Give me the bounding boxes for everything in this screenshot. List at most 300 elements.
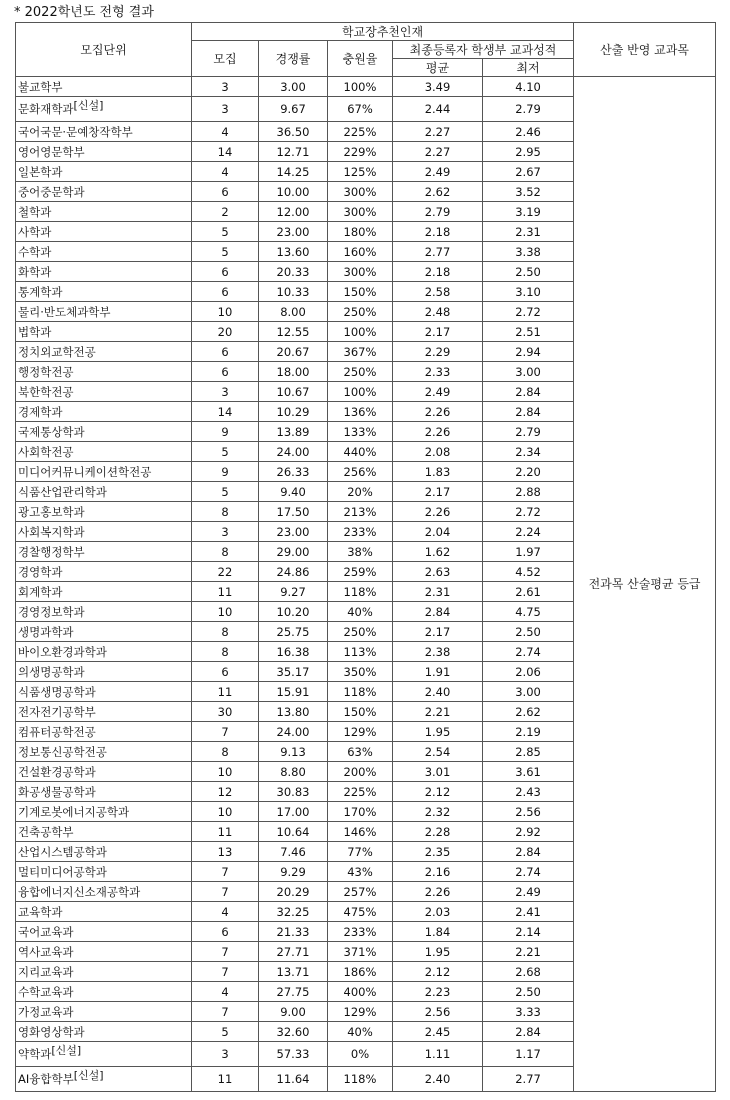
avg-grade-cell: 2.62 [393,182,483,202]
recruit-cell: 3 [192,77,259,97]
competition-cell: 9.67 [259,97,328,122]
recruit-cell: 6 [192,342,259,362]
fill-rate-cell: 233% [328,922,393,942]
avg-grade-cell: 2.17 [393,322,483,342]
competition-cell: 29.00 [259,542,328,562]
unit-name: 수학교육과 [18,984,74,999]
competition-cell: 9.00 [259,1002,328,1022]
new-department-tag: [신설] [73,99,104,112]
competition-cell: 27.75 [259,982,328,1002]
avg-grade-cell: 2.26 [393,882,483,902]
fill-rate-cell: 350% [328,662,393,682]
unit-name-cell [16,842,192,862]
fill-rate-cell: 300% [328,262,393,282]
avg-grade-cell: 2.27 [393,142,483,162]
recruit-cell: 8 [192,622,259,642]
competition-cell: 11.64 [259,1067,328,1092]
avg-grade-cell: 2.40 [393,1067,483,1092]
avg-grade-cell: 3.49 [393,77,483,97]
min-grade-cell: 2.79 [483,422,574,442]
competition-cell: 8.80 [259,762,328,782]
avg-grade-cell: 2.45 [393,1022,483,1042]
recruit-cell: 5 [192,1022,259,1042]
fill-rate-cell: 186% [328,962,393,982]
unit-name: 경제학과 [18,404,63,419]
competition-cell: 10.64 [259,822,328,842]
fill-rate-cell: 43% [328,862,393,882]
unit-name-cell [16,882,192,902]
min-grade-cell: 3.00 [483,362,574,382]
unit-name-cell [16,662,192,682]
min-grade-cell: 2.50 [483,982,574,1002]
fill-rate-cell: 40% [328,1022,393,1042]
min-grade-cell: 2.56 [483,802,574,822]
avg-grade-cell: 2.27 [393,122,483,142]
unit-name: 미디어커뮤니케이션학전공 [18,464,152,479]
unit-name: 수학과 [18,244,52,259]
recruit-cell: 4 [192,902,259,922]
recruit-cell: 10 [192,802,259,822]
fill-rate-cell: 100% [328,382,393,402]
unit-name: 화공생물공학과 [18,784,96,799]
min-grade-cell: 3.52 [483,182,574,202]
recruit-cell: 8 [192,542,259,562]
min-grade-cell: 2.92 [483,822,574,842]
recruit-cell: 2 [192,202,259,222]
competition-cell: 32.25 [259,902,328,922]
competition-cell: 13.60 [259,242,328,262]
recruit-cell: 12 [192,782,259,802]
fill-rate-cell: 180% [328,222,393,242]
competition-cell: 26.33 [259,462,328,482]
unit-name: 기계로봇에너지공학과 [18,804,130,819]
unit-name: 경찰행정학부 [18,544,85,559]
min-grade-cell: 3.19 [483,202,574,222]
avg-grade-cell: 1.84 [393,922,483,942]
min-grade-cell: 2.61 [483,582,574,602]
recruit-cell: 14 [192,402,259,422]
min-grade-cell: 2.84 [483,382,574,402]
unit-name-cell [16,222,192,242]
avg-grade-cell: 2.26 [393,502,483,522]
fill-rate-cell: 150% [328,702,393,722]
unit-name: 식품생명공학과 [18,684,96,699]
unit-name-cell [16,942,192,962]
min-grade-cell: 2.50 [483,622,574,642]
competition-cell: 13.71 [259,962,328,982]
header-min: 최저 [483,59,574,77]
competition-cell: 24.86 [259,562,328,582]
recruit-cell: 10 [192,302,259,322]
avg-grade-cell: 3.01 [393,762,483,782]
unit-name-cell [16,802,192,822]
avg-grade-cell: 2.32 [393,802,483,822]
unit-name-cell [16,602,192,622]
recruit-cell: 5 [192,482,259,502]
avg-grade-cell: 2.04 [393,522,483,542]
unit-name: 문화재학과 [18,102,74,116]
table-header [16,23,716,77]
unit-name: 회계학과 [18,584,63,599]
recruit-cell: 7 [192,1002,259,1022]
unit-name-cell [16,1022,192,1042]
avg-grade-cell: 2.28 [393,822,483,842]
avg-grade-cell: 2.40 [393,682,483,702]
recruit-cell: 6 [192,662,259,682]
fill-rate-cell: 0% [328,1042,393,1067]
unit-name-cell [16,242,192,262]
avg-grade-cell: 2.84 [393,602,483,622]
min-grade-cell: 2.84 [483,402,574,422]
fill-rate-cell: 113% [328,642,393,662]
unit-name-cell [16,342,192,362]
unit-name-cell [16,382,192,402]
avg-grade-cell: 2.29 [393,342,483,362]
competition-cell: 10.29 [259,402,328,422]
competition-cell: 21.33 [259,922,328,942]
header-competition: 경쟁률 [259,41,328,77]
unit-name-cell [16,862,192,882]
unit-name: 화학과 [18,264,52,279]
avg-grade-cell: 2.38 [393,642,483,662]
min-grade-cell: 2.84 [483,1022,574,1042]
min-grade-cell: 2.46 [483,122,574,142]
unit-name: 철학과 [18,204,52,219]
recruit-cell: 9 [192,462,259,482]
unit-name: 정보통신공학전공 [18,744,107,759]
fill-rate-cell: 118% [328,1067,393,1092]
min-grade-cell: 1.97 [483,542,574,562]
unit-name: 법학과 [18,324,52,339]
avg-grade-cell: 2.21 [393,702,483,722]
unit-name: 건축공학부 [18,824,74,839]
unit-name: 약학과 [18,1047,52,1061]
unit-name: 통계학과 [18,284,63,299]
min-grade-cell: 2.72 [483,302,574,322]
unit-name: 광고홍보학과 [18,504,85,519]
min-grade-cell: 2.68 [483,962,574,982]
unit-name-cell [16,122,192,142]
competition-cell: 10.20 [259,602,328,622]
avg-grade-cell: 2.03 [393,902,483,922]
unit-name: 컴퓨터공학전공 [18,724,96,739]
unit-name-cell [16,282,192,302]
unit-name: 행정학전공 [18,364,74,379]
competition-cell: 3.00 [259,77,328,97]
unit-name: 사회복지학과 [18,524,85,539]
unit-name: 산업시스템공학과 [18,844,107,859]
unit-name: 영화영상학과 [18,1024,85,1039]
fill-rate-cell: 250% [328,622,393,642]
avg-grade-cell: 2.12 [393,782,483,802]
unit-name-cell [16,762,192,782]
unit-name-cell [16,1002,192,1022]
competition-cell: 20.33 [259,262,328,282]
unit-name-cell [16,482,192,502]
recruit-cell: 22 [192,562,259,582]
header-subjects: 산출 반영 교과목 [574,23,716,77]
min-grade-cell: 3.00 [483,682,574,702]
recruit-cell: 11 [192,582,259,602]
subjects-cell: 전과목 산술평균 등급 [574,77,716,1092]
fill-rate-cell: 67% [328,97,393,122]
fill-rate-cell: 256% [328,462,393,482]
unit-name: 경영학과 [18,564,63,579]
fill-rate-cell: 100% [328,322,393,342]
fill-rate-cell: 150% [328,282,393,302]
table-body [16,77,716,1092]
unit-name-cell [16,782,192,802]
fill-rate-cell: 100% [328,77,393,97]
unit-name: 사학과 [18,224,52,239]
fill-rate-cell: 129% [328,722,393,742]
unit-name-cell [16,1042,192,1067]
competition-cell: 9.13 [259,742,328,762]
competition-cell: 36.50 [259,122,328,142]
unit-name: 멀티미디어공학과 [18,864,107,879]
header-unit: 모집단위 [16,23,192,77]
min-grade-cell: 2.67 [483,162,574,182]
unit-name-cell [16,462,192,482]
avg-grade-cell: 1.95 [393,722,483,742]
unit-name-cell [16,922,192,942]
unit-name: 바이오환경과학과 [18,644,107,659]
header-grades-group: 최종등록자 학생부 교과성적 [393,41,574,59]
fill-rate-cell: 160% [328,242,393,262]
avg-grade-cell: 2.31 [393,582,483,602]
recruit-cell: 9 [192,422,259,442]
competition-cell: 12.00 [259,202,328,222]
avg-grade-cell: 2.44 [393,97,483,122]
fill-rate-cell: 300% [328,182,393,202]
min-grade-cell: 3.10 [483,282,574,302]
unit-name: 불교학부 [18,79,63,94]
unit-name: 북한학전공 [18,384,74,399]
fill-rate-cell: 257% [328,882,393,902]
unit-name-cell [16,962,192,982]
min-grade-cell: 2.21 [483,942,574,962]
recruit-cell: 3 [192,382,259,402]
recruit-cell: 7 [192,962,259,982]
unit-name-cell [16,742,192,762]
unit-name: AI융합학부 [18,1072,74,1086]
fill-rate-cell: 133% [328,422,393,442]
fill-rate-cell: 250% [328,362,393,382]
fill-rate-cell: 200% [328,762,393,782]
min-grade-cell: 2.77 [483,1067,574,1092]
unit-name-cell [16,182,192,202]
avg-grade-cell: 2.26 [393,402,483,422]
recruit-cell: 4 [192,122,259,142]
recruit-cell: 3 [192,1042,259,1067]
unit-name-cell [16,422,192,442]
recruit-cell: 7 [192,942,259,962]
avg-grade-cell: 2.08 [393,442,483,462]
min-grade-cell: 2.88 [483,482,574,502]
fill-rate-cell: 400% [328,982,393,1002]
min-grade-cell: 4.10 [483,77,574,97]
competition-cell: 20.29 [259,882,328,902]
min-grade-cell: 2.94 [483,342,574,362]
recruit-cell: 8 [192,742,259,762]
avg-grade-cell: 2.79 [393,202,483,222]
competition-cell: 24.00 [259,722,328,742]
min-grade-cell: 3.33 [483,1002,574,1022]
recruit-cell: 10 [192,762,259,782]
competition-cell: 10.00 [259,182,328,202]
unit-name-cell [16,622,192,642]
fill-rate-cell: 63% [328,742,393,762]
fill-rate-cell: 118% [328,582,393,602]
min-grade-cell: 2.50 [483,262,574,282]
recruit-cell: 20 [192,322,259,342]
unit-name: 국어교육과 [18,924,74,939]
min-grade-cell: 2.62 [483,702,574,722]
avg-grade-cell: 2.63 [393,562,483,582]
recruit-cell: 3 [192,97,259,122]
avg-grade-cell: 2.35 [393,842,483,862]
min-grade-cell: 2.14 [483,922,574,942]
unit-name-cell [16,722,192,742]
recruit-cell: 7 [192,862,259,882]
new-department-tag: [신설] [51,1044,82,1057]
competition-cell: 20.67 [259,342,328,362]
competition-cell: 9.27 [259,582,328,602]
unit-name-cell [16,522,192,542]
unit-name-cell [16,302,192,322]
min-grade-cell: 2.06 [483,662,574,682]
recruit-cell: 14 [192,142,259,162]
recruit-cell: 30 [192,702,259,722]
recruit-cell: 13 [192,842,259,862]
unit-name: 의생명공학과 [18,664,85,679]
competition-cell: 10.33 [259,282,328,302]
fill-rate-cell: 118% [328,682,393,702]
min-grade-cell: 2.20 [483,462,574,482]
min-grade-cell: 4.52 [483,562,574,582]
unit-name-cell [16,502,192,522]
avg-grade-cell: 2.17 [393,482,483,502]
fill-rate-cell: 20% [328,482,393,502]
unit-name-cell [16,97,192,122]
fill-rate-cell: 300% [328,202,393,222]
avg-grade-cell: 1.62 [393,542,483,562]
unit-name-cell [16,642,192,662]
avg-grade-cell: 2.48 [393,302,483,322]
unit-name: 사회학전공 [18,444,74,459]
fill-rate-cell: 77% [328,842,393,862]
competition-cell: 15.91 [259,682,328,702]
unit-name: 가정교육과 [18,1004,74,1019]
avg-grade-cell: 2.33 [393,362,483,382]
min-grade-cell: 2.72 [483,502,574,522]
recruit-cell: 10 [192,602,259,622]
unit-name: 국제통상학과 [18,424,85,439]
competition-cell: 12.71 [259,142,328,162]
table-row [16,77,716,97]
fill-rate-cell: 259% [328,562,393,582]
table-caption: * 2022학년도 전형 결과 [14,5,154,20]
unit-name: 국어국문·문예창작학부 [18,124,133,139]
recruit-cell: 5 [192,242,259,262]
competition-cell: 57.33 [259,1042,328,1067]
recruit-cell: 5 [192,222,259,242]
unit-name: 교육학과 [18,904,63,919]
competition-cell: 25.75 [259,622,328,642]
avg-grade-cell: 2.56 [393,1002,483,1022]
fill-rate-cell: 225% [328,122,393,142]
competition-cell: 30.83 [259,782,328,802]
competition-cell: 9.29 [259,862,328,882]
unit-name: 일본학과 [18,164,63,179]
fill-rate-cell: 229% [328,142,393,162]
avg-grade-cell: 2.16 [393,862,483,882]
unit-name: 지리교육과 [18,964,74,979]
fill-rate-cell: 129% [328,1002,393,1022]
unit-name-cell [16,582,192,602]
unit-name-cell [16,982,192,1002]
unit-name-cell [16,682,192,702]
unit-name: 물리·반도체과학부 [18,304,111,319]
admission-results-table [15,22,716,1092]
min-grade-cell: 2.79 [483,97,574,122]
recruit-cell: 6 [192,922,259,942]
min-grade-cell: 2.34 [483,442,574,462]
min-grade-cell: 2.31 [483,222,574,242]
unit-name: 생명과학과 [18,624,74,639]
avg-grade-cell: 2.49 [393,382,483,402]
competition-cell: 13.89 [259,422,328,442]
avg-grade-cell: 1.95 [393,942,483,962]
avg-grade-cell: 2.49 [393,162,483,182]
min-grade-cell: 2.43 [483,782,574,802]
new-department-tag: [신설] [73,1069,104,1082]
fill-rate-cell: 225% [328,782,393,802]
fill-rate-cell: 170% [328,802,393,822]
min-grade-cell: 2.24 [483,522,574,542]
fill-rate-cell: 371% [328,942,393,962]
header-fill-rate: 충원율 [328,41,393,77]
min-grade-cell: 2.49 [483,882,574,902]
min-grade-cell: 2.19 [483,722,574,742]
competition-cell: 8.00 [259,302,328,322]
unit-name-cell [16,362,192,382]
unit-name-cell [16,202,192,222]
fill-rate-cell: 440% [328,442,393,462]
fill-rate-cell: 40% [328,602,393,622]
unit-name-cell [16,322,192,342]
recruit-cell: 11 [192,682,259,702]
unit-name: 정치외교학전공 [18,344,96,359]
recruit-cell: 8 [192,502,259,522]
min-grade-cell: 2.84 [483,842,574,862]
competition-cell: 23.00 [259,222,328,242]
recruit-cell: 3 [192,522,259,542]
unit-name: 중어중문학과 [18,184,85,199]
min-grade-cell: 2.74 [483,862,574,882]
min-grade-cell: 3.38 [483,242,574,262]
fill-rate-cell: 367% [328,342,393,362]
recruit-cell: 6 [192,282,259,302]
fill-rate-cell: 146% [328,822,393,842]
avg-grade-cell: 1.83 [393,462,483,482]
avg-grade-cell: 1.91 [393,662,483,682]
recruit-cell: 4 [192,982,259,1002]
recruit-cell: 7 [192,882,259,902]
unit-name-cell [16,402,192,422]
min-grade-cell: 2.41 [483,902,574,922]
header-avg: 평균 [393,59,483,77]
